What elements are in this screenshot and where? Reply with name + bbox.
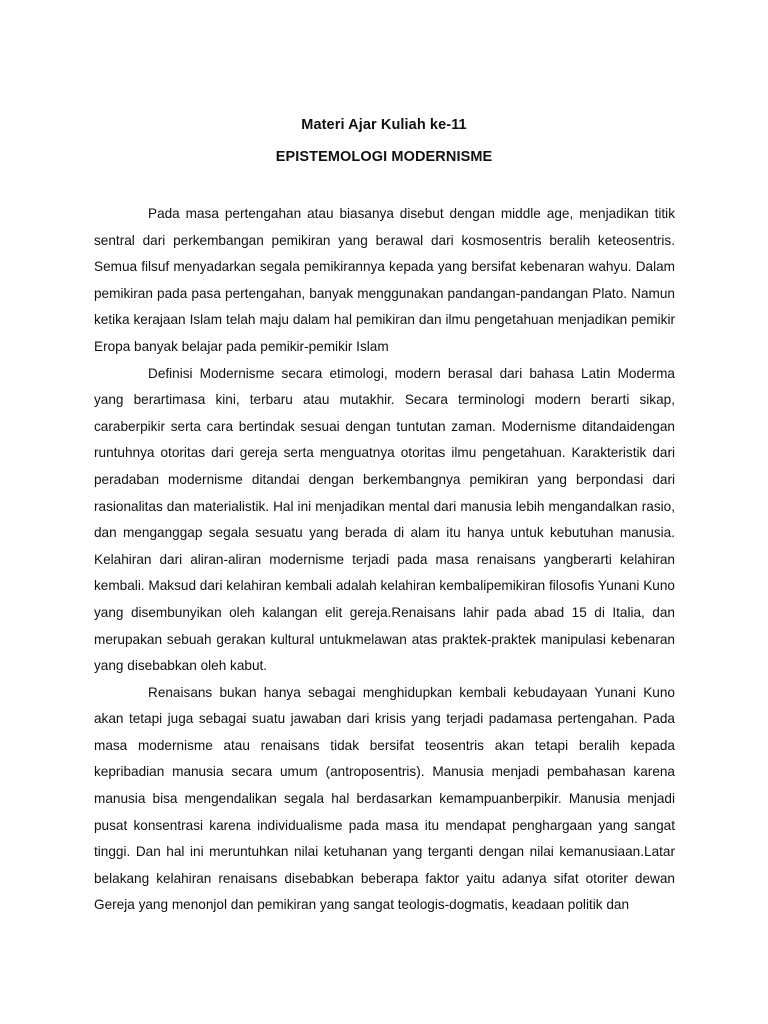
paragraph-2: Definisi Modernisme secara etimologi, modern berasal dari bahasa Latin Moderma yang berartimasa kini, terbaru atau mutakhir. Secara terminologi modern berarti sikap, caraberpikir serta cara bertindak sesuai dengan tuntutan zaman. Modernisme ditandaidengan runtuhnya otoritas dari gereja serta menguatnya otoritas ilmu pengetahuan. Karakteristik dari peradaban modernisme ditandai dengan berkembangnya pemikiran yang berpondasi dari rasionalitas dan materialistik. Hal ini menjadikan mental dari manusia lebih mengandalkan rasio, dan menganggap segala sesuatu yang berada di alam itu hanya untuk kebutuhan manusia. Kelahiran dari aliran-aliran modernisme terjadi pada masa renaisans yangberarti kelahiran kembali. Maksud dari kelahiran kembali adalah kelahiran kembalipemikiran filosofis Yunani Kuno yang disembunyikan oleh kalangan elit gereja.Renaisans lahir pada abad 15 di Italia, dan merupakan sebuah gerakan kultural untukmelawan atas praktek-praktek manipulasi kebenaran yang disebabkan oleh kabut.: [94, 365, 675, 674]
document-subtitle: EPISTEMOLOGI MODERNISME: [275, 149, 493, 165]
paragraph-1: Pada masa pertengahan atau biasanya disebut dengan middle age, menjadikan titik sentral dari perkembangan pemikiran yang berawal dari kosmosentris beralih keteosentris. Semua filsuf menyadarkan segala pemikirannya kepada yang bersifat kebenaran wahyu. Dalam pemikiran pada pasa pertengahan, banyak menggunakan pandangan-pandangan Plato. Namun ketika kerajaan Islam telah maju dalam hal pemikiran dan ilmu pengetahuan menjadikan pemikir Eropa banyak belajar pada pemikir-pemikir Islam: [94, 206, 675, 354]
document-body: [94, 201, 675, 919]
document-title: Materi Ajar Kuliah ke-11: [301, 117, 467, 133]
paragraph-3: Renaisans bukan hanya sebagai menghidupkan kembali kebudayaan Yunani Kuno akan tetapi juga sebagai suatu jawaban dari krisis yang terjadi padamasa pertengahan. Pada masa modernisme atau renaisans tidak bersifat teosentris akan tetapi beralih kepada kepribadian manusia secara umum (antroposentris). Manusia menjadi pembahasan karena manusia bisa mengendalikan segala hal berdasarkan kemampuanberpikir. Manusia menjadi pusat konsentrasi karena individualisme pada masa itu mendapat penghargaan yang sangat tinggi. Dan hal ini meruntuhkan nilai ketuhanan yang terganti dengan nilai kemanusiaan.Latar belakang kelahiran renaisans disebabkan beberapa faktor yaitu adanya sifat otoriter dewan Gereja yang menonjol dan pemikiran yang sangat teologis-dogmatis, keadaan politik dan: [94, 684, 675, 913]
